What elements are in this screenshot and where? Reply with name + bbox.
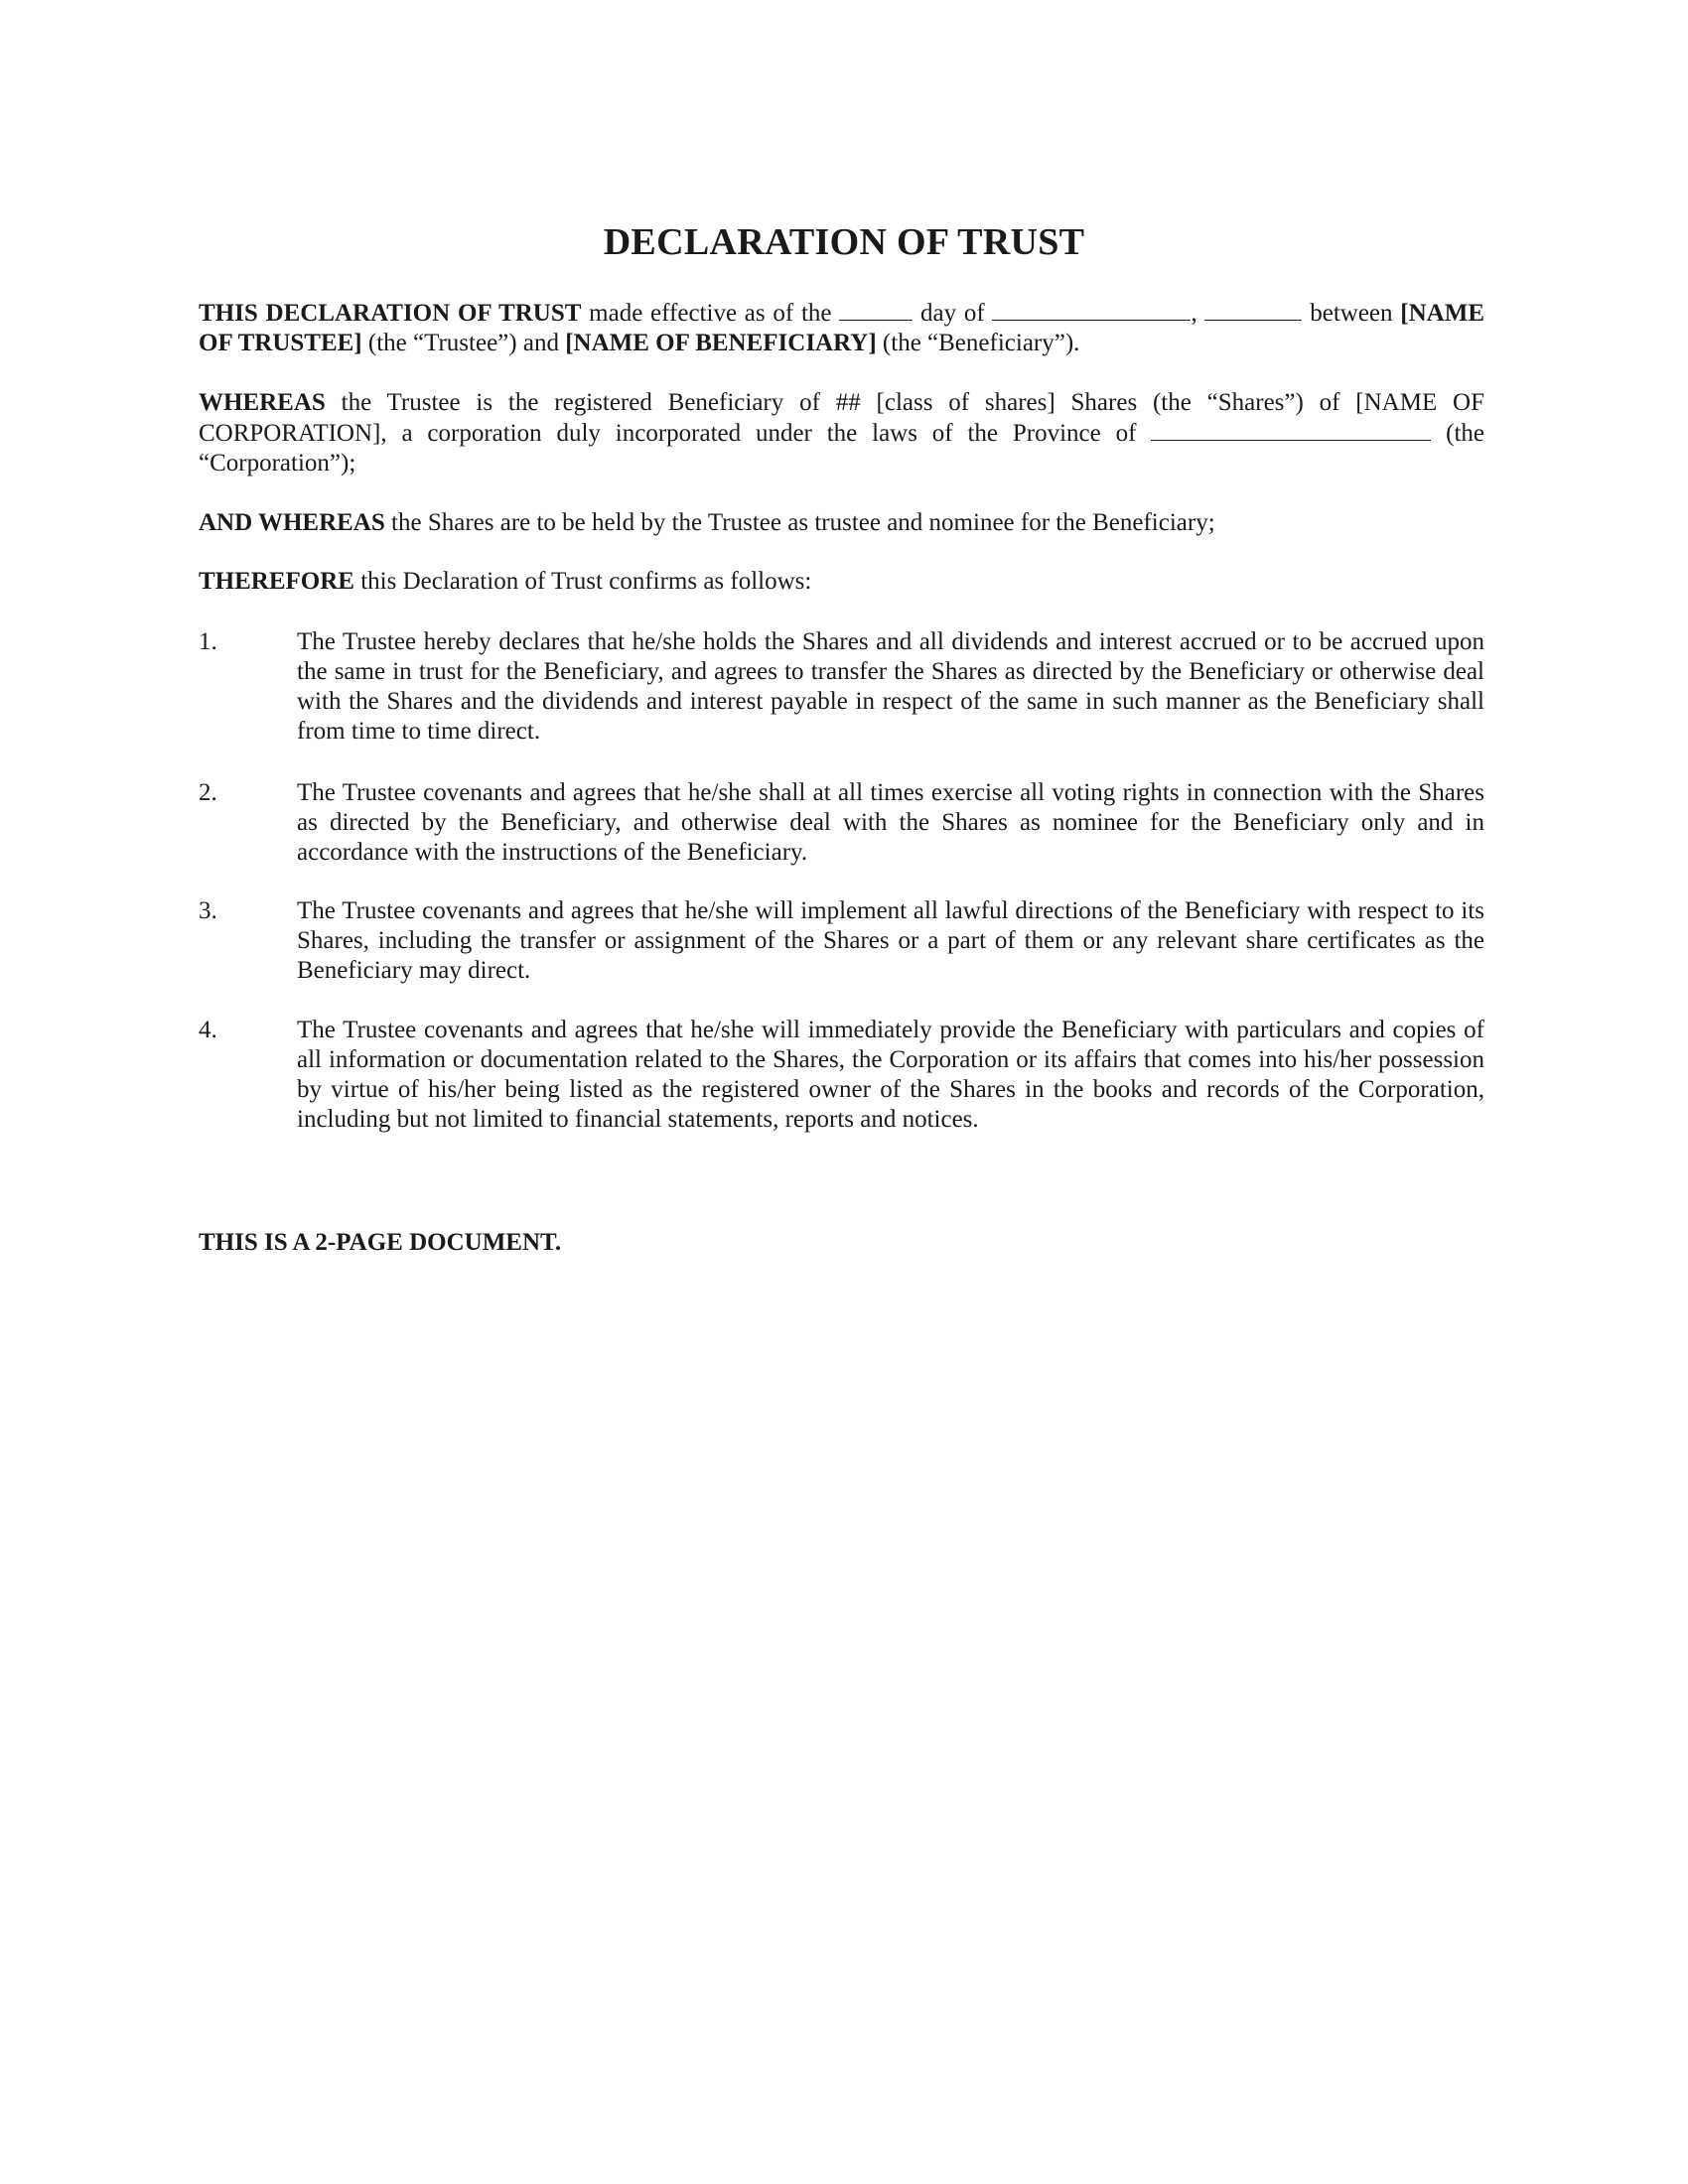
intro-text-2: day of <box>913 300 993 327</box>
intro-text-1: made effective as of the <box>581 300 840 327</box>
clause-text: The Trustee covenants and agrees that he/she will implement all lawful directions of the Beneficiary with respect to its Shares, including the transfer or assignment of the Shares or a part of them or any relevant share certificates as the Beneficiary may direct. <box>297 897 1484 984</box>
clause-number: 2. <box>199 779 217 806</box>
month-blank[interactable] <box>992 298 1191 321</box>
beneficiary-name: [NAME OF BENEFICIARY] <box>565 330 877 356</box>
year-blank[interactable] <box>1204 298 1302 321</box>
intro-text-3: , <box>1191 300 1205 327</box>
intro-text-5: (the “Trustee”) and <box>361 330 566 356</box>
clause-number: 4. <box>199 1017 217 1043</box>
clause-number: 3. <box>199 897 217 924</box>
and-whereas-text: the Shares are to be held by the Trustee as trustee and nominee for the Beneficiary; <box>384 509 1215 536</box>
clause-4 <box>199 1016 1484 1135</box>
intro-lead: THIS DECLARATION OF TRUST <box>199 300 582 327</box>
intro-text-4: between <box>1302 300 1401 327</box>
therefore-paragraph <box>199 567 1484 597</box>
province-blank[interactable] <box>1151 418 1431 441</box>
and-whereas-paragraph <box>199 508 1484 538</box>
intro-paragraph <box>199 298 1484 358</box>
page-count-note: THIS IS A 2-PAGE DOCUMENT. <box>199 1229 562 1256</box>
whereas-lead: WHEREAS <box>199 389 326 416</box>
clause-text: The Trustee covenants and agrees that he/she shall at all times exercise all voting rights in connection with the Shares as directed by the Beneficiary, and otherwise deal with the Shares as nominee for the Beneficiary only and in accordance with the instructions of the Beneficiary. <box>297 779 1484 866</box>
whereas-text-1: the Trustee is the registered Beneficiary of ## [class of shares] Shares (the “Shares”) of [NAME OF CORPORATION], a corporation duly incorporated under the laws of the Province of <box>199 389 1484 447</box>
therefore-text: this Declaration of Trust confirms as follows: <box>353 568 812 595</box>
clause-text: The Trustee hereby declares that he/she holds the Shares and all dividends and interest accrued or to be accrued upon the same in trust for the Beneficiary, and agrees to transfer the Shares as directed by the Beneficiary or otherwise deal with the Shares and the dividends and interest payable in respect of the same in such manner as the Beneficiary shall from time to time direct. <box>297 628 1484 745</box>
document-title: DECLARATION OF TRUST <box>603 221 1085 263</box>
clause-3 <box>199 896 1484 986</box>
therefore-lead: THEREFORE <box>199 568 354 595</box>
intro-text-6: (the “Beneficiary”). <box>876 330 1080 356</box>
day-blank[interactable] <box>839 298 913 321</box>
whereas-text-2: (the “Corporation”); <box>199 420 1484 477</box>
clause-text: The Trustee covenants and agrees that he/she will immediately provide the Beneficiary with particulars and copies of all information or documentation related to the Shares, the Corporation or its affairs that comes into his/her possession by virtue of his/her being listed as the registered owner of the Shares in the books and records of the Corporation, including but not limited to financial statements, reports and notices. <box>297 1017 1484 1133</box>
clause-number: 1. <box>199 628 217 655</box>
and-whereas-lead: AND WHEREAS <box>199 509 385 536</box>
whereas-paragraph <box>199 388 1484 478</box>
trustee-name: [NAME OF TRUSTEE] <box>199 300 1485 356</box>
clause-1 <box>199 627 1484 747</box>
clause-2 <box>199 778 1484 868</box>
